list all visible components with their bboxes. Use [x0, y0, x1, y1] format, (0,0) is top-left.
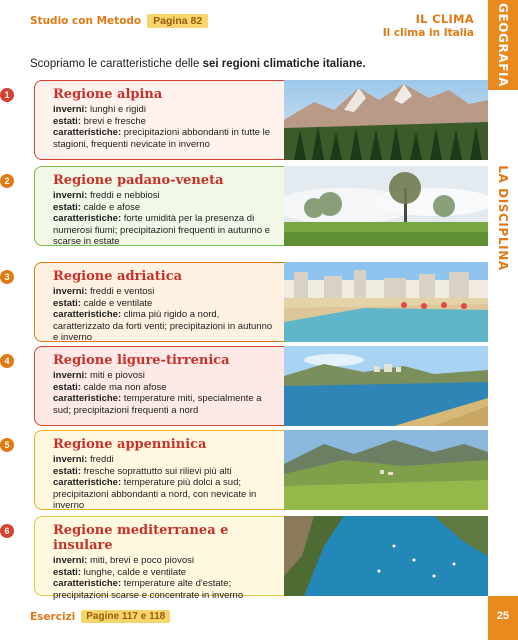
- line-label: inverni:: [53, 454, 88, 465]
- region-card: [34, 430, 284, 510]
- exercises-pages-badge[interactable]: Pagine 117 e 118: [81, 610, 170, 623]
- line-label: estati:: [53, 115, 81, 127]
- subject-tab-label: GEOGRAFIA: [496, 3, 510, 87]
- region-adriatica: [0, 262, 488, 342]
- intro-text: [30, 58, 366, 70]
- region-line-summers: [53, 116, 276, 128]
- region-line-features: [53, 213, 276, 248]
- book-header: [30, 14, 208, 28]
- section-subtitle: Il clima in Italia: [382, 27, 474, 39]
- line-text: freddi: [87, 454, 114, 465]
- discipline-tab-label: LA DISCIPLINA: [496, 165, 510, 271]
- line-text: temperature miti, specialmente a sud; precipitazioni frequenti a nord: [53, 393, 262, 416]
- line-label: estati:: [53, 201, 81, 213]
- region-number: 5: [0, 438, 14, 452]
- line-text: forte umidità per la presenza di numerosi fiumi; precipitazioni frequenti in autunno e scarse in estate: [53, 213, 271, 247]
- region-card: [34, 262, 284, 342]
- region-number: 3: [0, 270, 14, 284]
- page-number: 25: [488, 596, 518, 640]
- line-label: estati:: [53, 465, 81, 477]
- line-text: calde e ventilate: [80, 297, 153, 309]
- subject-tab: [488, 0, 518, 90]
- region-line-winters: [53, 555, 276, 567]
- line-text: calde ma non afose: [80, 381, 167, 393]
- line-label: inverni:: [53, 555, 88, 566]
- region-number: 1: [0, 88, 14, 102]
- line-label: caratteristiche:: [53, 578, 122, 589]
- line-label: estati:: [53, 566, 81, 578]
- region-title: Regione adriatica: [53, 269, 183, 284]
- section-header: [383, 12, 474, 39]
- region-title: Regione alpina: [53, 87, 163, 102]
- region-ligure-tirrenica: [0, 346, 488, 426]
- line-text: miti, brevi e poco piovosi: [87, 555, 194, 566]
- line-text: temperature più dolci a sud; precipitazioni abbondanti a nord, con nevicate in inverno: [53, 477, 257, 511]
- line-label: inverni:: [53, 104, 88, 115]
- region-card: [34, 166, 284, 246]
- region-title: Regione padano-veneta: [53, 173, 224, 188]
- region-line-features: [53, 477, 276, 512]
- region-padano-veneta: [0, 166, 488, 246]
- section-title: IL CLIMA: [415, 12, 474, 26]
- line-text: temperature alte d'estate; precipitazioni scarse e concentrate in inverno: [53, 578, 244, 601]
- line-text: lunghe, calde e ventilate: [80, 566, 187, 578]
- line-label: caratteristiche:: [53, 213, 122, 224]
- region-appenninica: [0, 430, 488, 510]
- mediterranean-island-photo: [284, 516, 488, 596]
- region-line-summers: [53, 202, 276, 214]
- region-line-features: [53, 393, 276, 416]
- region-card: [34, 80, 284, 160]
- region-line-summers: [53, 466, 276, 478]
- region-line-summers: [53, 298, 276, 310]
- region-number: 6: [0, 524, 14, 538]
- region-line-winters: [53, 370, 276, 382]
- line-label: caratteristiche:: [53, 127, 122, 138]
- alpine-mountains-photo: [284, 80, 488, 160]
- line-label: caratteristiche:: [53, 309, 122, 320]
- line-text: brevi e fresche: [80, 115, 146, 127]
- book-title: Studio con Metodo: [30, 15, 142, 27]
- region-line-summers: [53, 567, 276, 579]
- intro-text-bold: sei regioni climatiche italiane.: [202, 58, 366, 70]
- region-line-winters: [53, 190, 276, 202]
- line-text: miti e piovosi: [87, 370, 145, 381]
- apennine-hills-photo: [284, 430, 488, 510]
- tyrrhenian-coast-photo: [284, 346, 488, 426]
- region-title: Regione ligure-tirrenica: [53, 353, 230, 368]
- line-text: fresche soprattutto sui rilievi più alti: [80, 465, 232, 477]
- adriatic-beach-photo: [284, 262, 488, 342]
- line-text: calde e afose: [80, 201, 141, 213]
- line-label: caratteristiche:: [53, 477, 122, 488]
- line-label: estati:: [53, 381, 81, 393]
- line-text: clima più rigido a nord, caratterizzato da forti venti; precipitazioni in autunno e inverno: [53, 309, 273, 343]
- region-line-features: [53, 309, 276, 344]
- line-text: lunghi e rigidi: [87, 104, 146, 115]
- region-line-features: [53, 578, 276, 601]
- region-line-summers: [53, 382, 276, 394]
- line-label: inverni:: [53, 286, 88, 297]
- region-number: 4: [0, 354, 14, 368]
- region-card: [34, 346, 284, 426]
- foggy-plain-photo: [284, 166, 488, 246]
- line-text: precipitazioni abbondanti in tutte le stagioni, frequenti nevicate in inverno: [53, 127, 271, 150]
- page-reference-badge[interactable]: Pagina 82: [147, 14, 208, 28]
- intro-text-plain: Scopriamo le caratteristiche delle: [30, 58, 203, 70]
- region-card: [34, 516, 284, 601]
- region-alpina: [0, 80, 488, 160]
- region-title: Regione mediterranea e insulare: [53, 523, 229, 553]
- discipline-tab: [488, 158, 518, 278]
- line-label: inverni:: [53, 370, 88, 381]
- region-line-winters: [53, 286, 276, 298]
- region-number: 2: [0, 174, 14, 188]
- region-mediterranea-insulare: [0, 516, 488, 601]
- line-label: estati:: [53, 297, 81, 309]
- region-line-winters: [53, 104, 276, 116]
- exercises-footer: [30, 610, 170, 623]
- line-text: freddi e ventosi: [87, 286, 155, 297]
- line-text: freddi e nebbiosi: [87, 190, 160, 201]
- exercises-label: Esercizi: [30, 610, 76, 623]
- line-label: inverni:: [53, 190, 88, 201]
- region-line-winters: [53, 454, 276, 466]
- line-label: caratteristiche:: [53, 393, 122, 404]
- region-line-features: [53, 127, 276, 150]
- region-title: Regione appenninica: [53, 437, 207, 452]
